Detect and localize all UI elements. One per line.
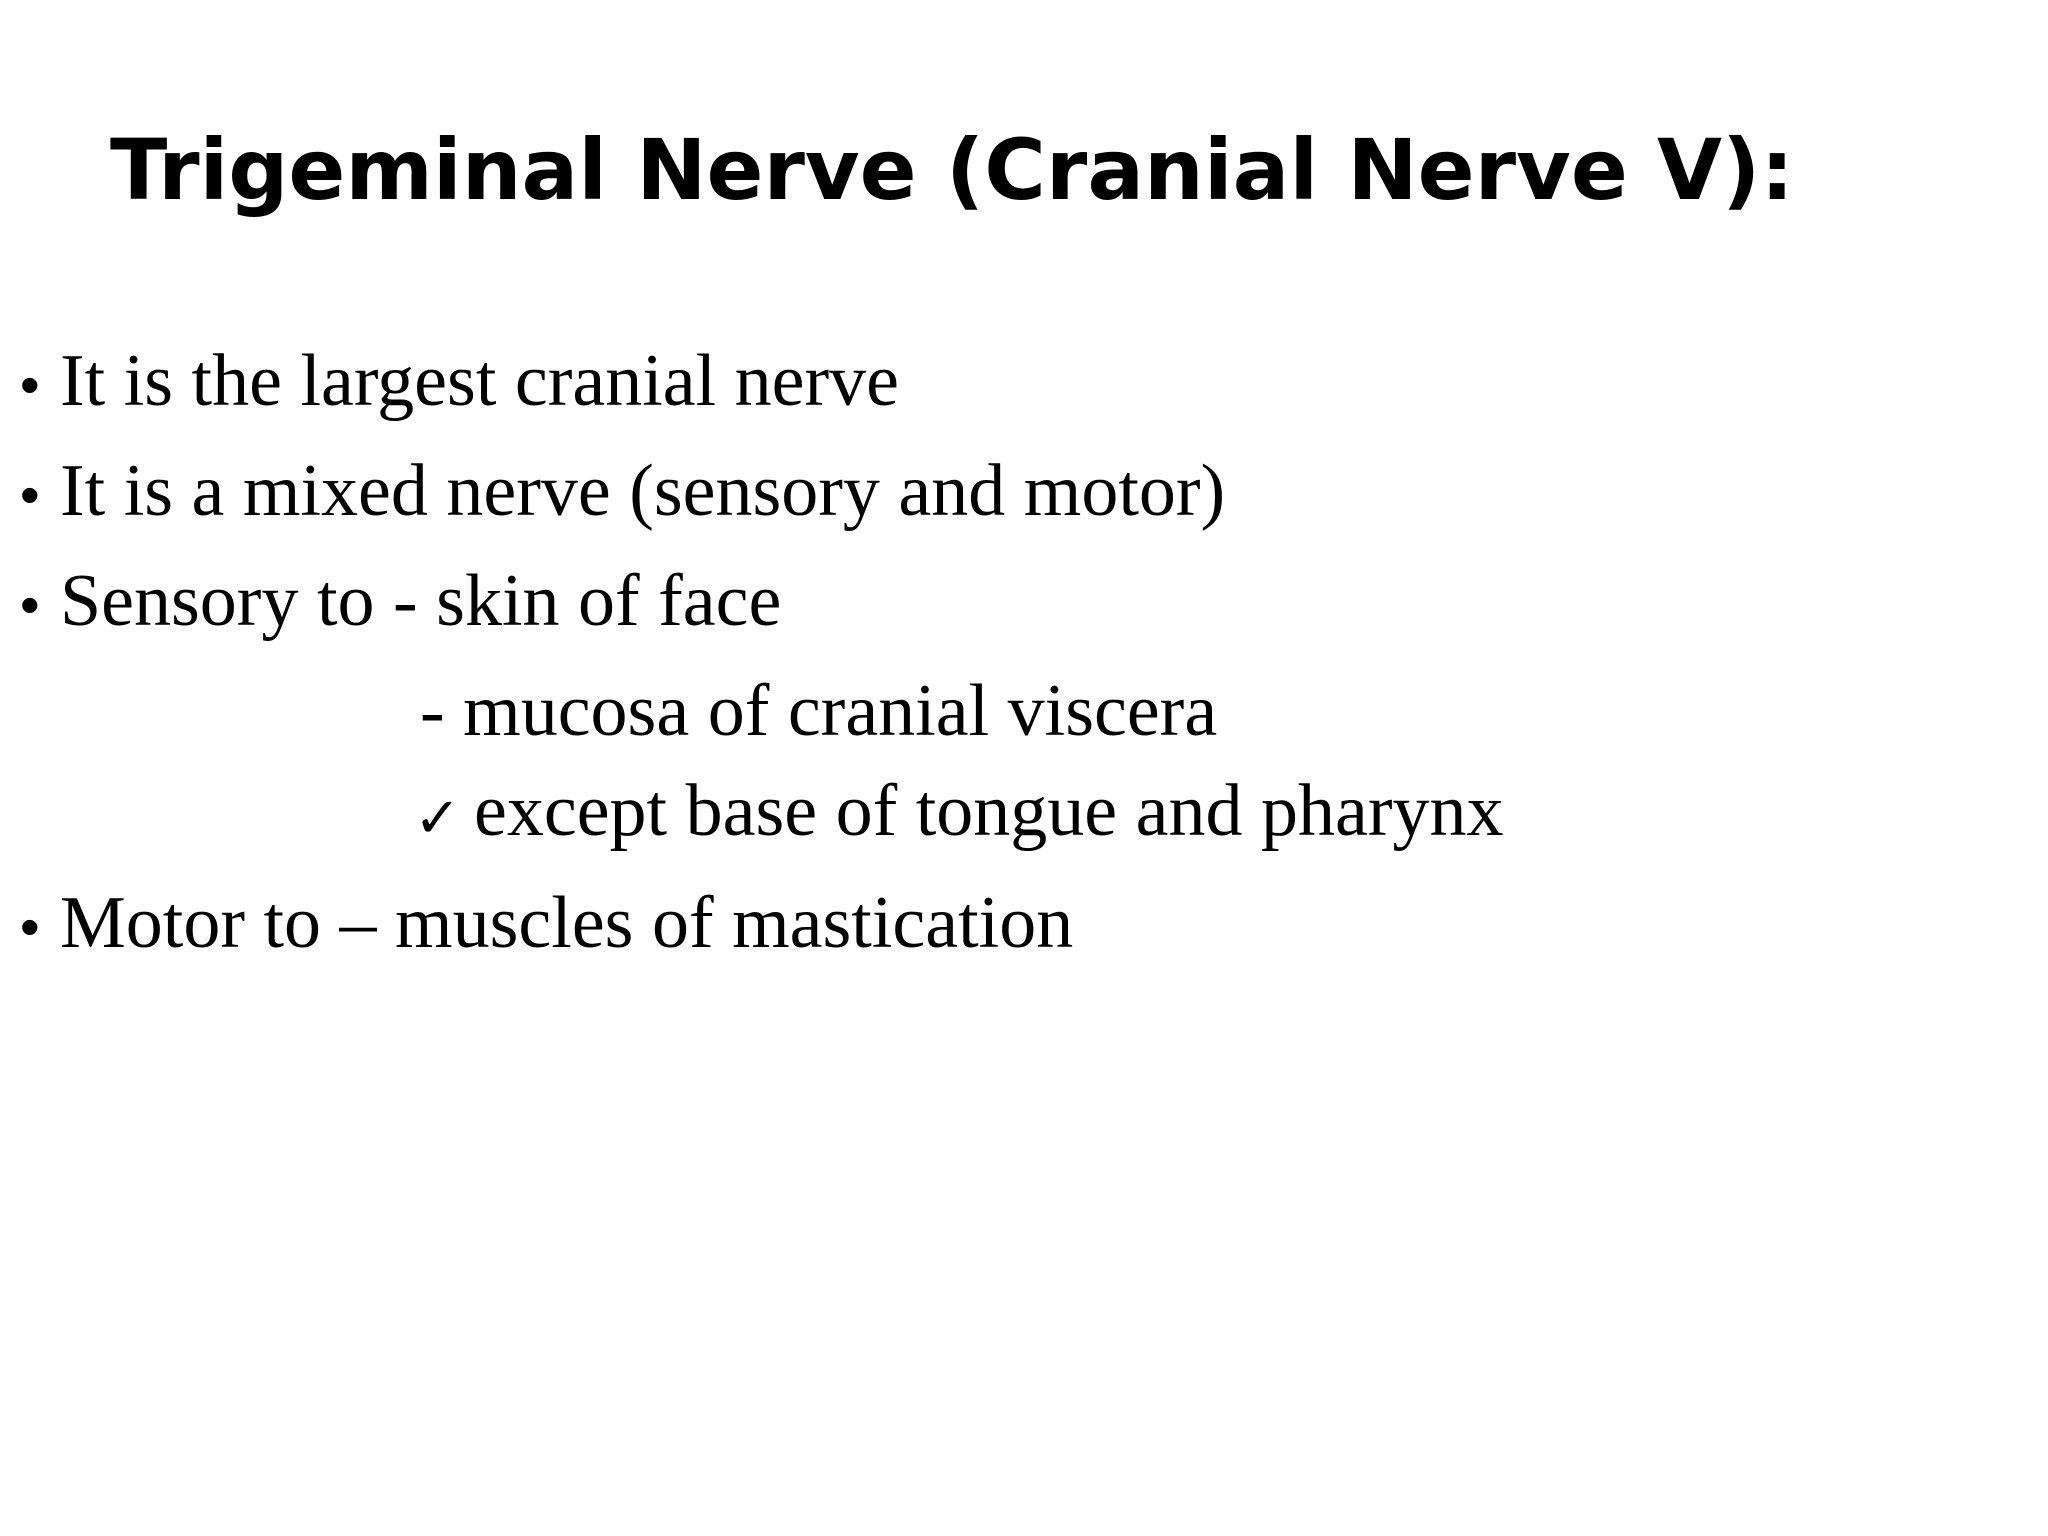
bullet-icon: • (20, 353, 40, 416)
list-item-text: It is a mixed nerve (sensory and motor) (60, 450, 1226, 532)
list-check-item-text: except base of tongue and pharynx (474, 770, 1504, 852)
list-item-text: Sensory to - skin of face (60, 560, 782, 642)
list-item-text: It is the largest cranial nerve (60, 340, 900, 422)
slide-title: Trigeminal Nerve (Cranial Nerve V): (110, 121, 1795, 219)
list-subitem-text: - mucosa of cranial viscera (420, 670, 1218, 752)
checkmark-icon: ✓ (414, 786, 461, 851)
bullet-icon: • (20, 463, 40, 526)
bullet-icon: • (20, 573, 40, 636)
list-item-text: Motor to – muscles of mastication (60, 882, 1074, 964)
bullet-icon: • (20, 895, 40, 958)
